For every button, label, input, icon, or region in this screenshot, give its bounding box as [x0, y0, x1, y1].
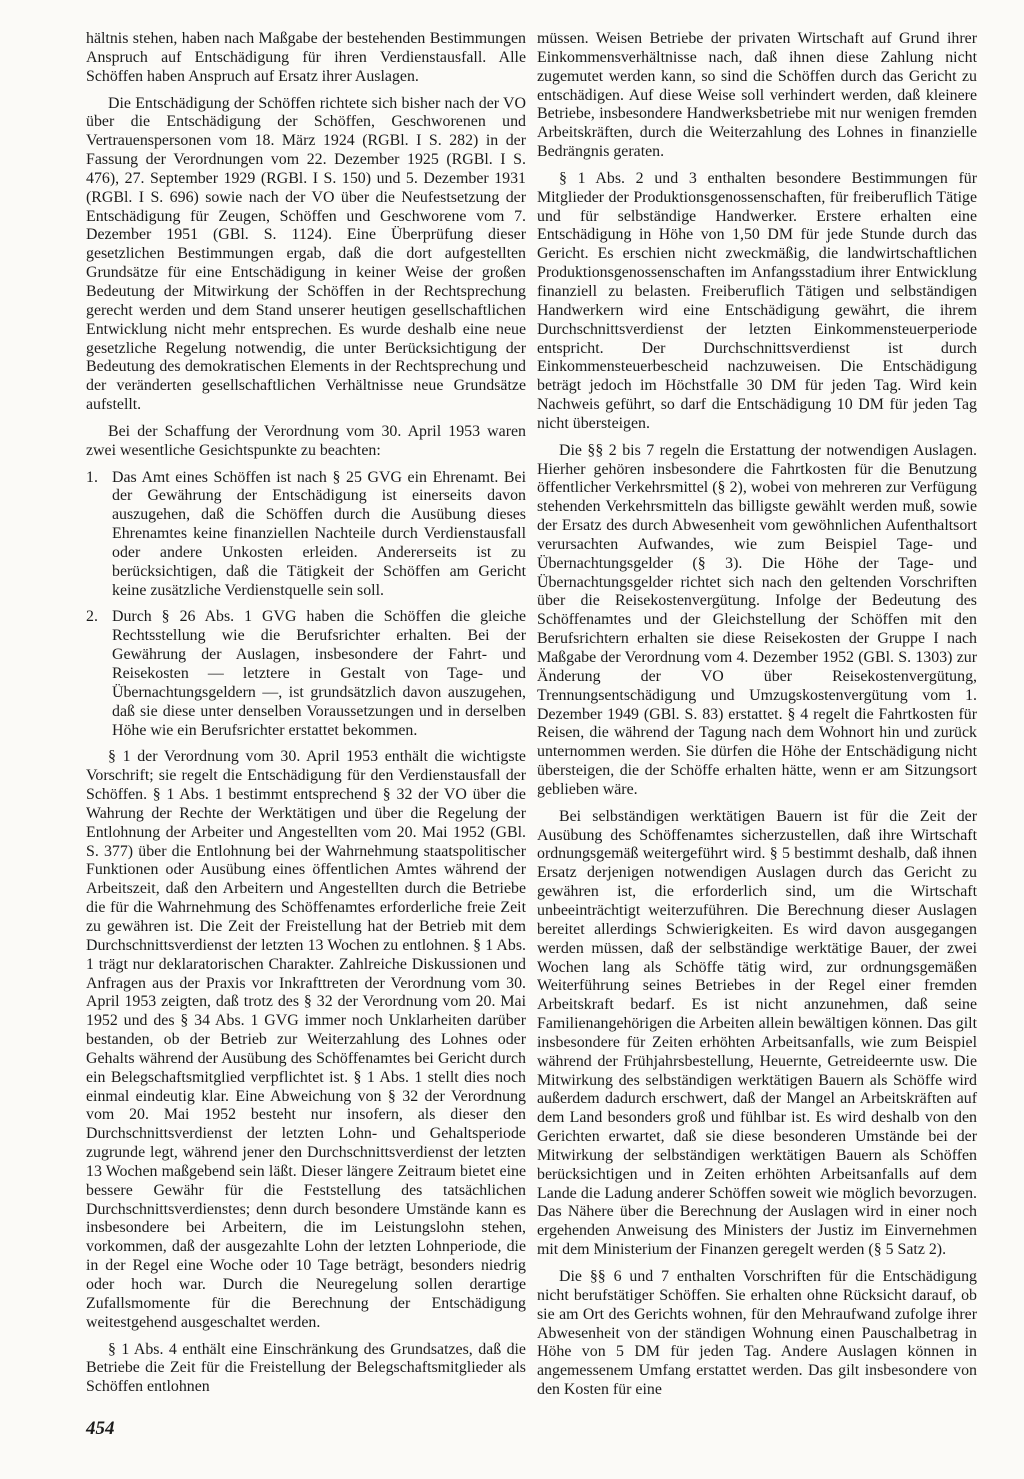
paragraph: § 1 der Verordnung vom 30. April 1953 enthält die wichtigste Vorschrift; sie regelt die Entschädigung für den Verdienstausfall der Schöffen. § 1 Abs. 1 bestimmt entsprechend § 32 der VO über die Wahrung der Rechte der Werktätigen und über die Regelung der Entlohnung der Arbeiter und Angestellten vom 20. Mai 1952 (GBl. S. 377) über die Entlohnung bei der Wahrnehmung staatspolitischer Funktionen oder Ausübung eines öffentlichen Amtes während der Arbeitszeit, daß den Arbeitern und Angestellten durch die Betriebe die für die Wahrnehmung des Schöffenamtes erforderliche freie Zeit zu gewähren ist. Die Zeit der Freistellung hat der Betrieb mit dem Durchschnittsverdienst der letzten 13 Wochen zu entlohnen. § 1 Abs. 1 trägt nur deklaratorischen Charakter. Zahlreiche Diskussionen und Anfragen aus der Praxis vor Inkrafttreten der Verordnung vom 30. April 1953 zeigten, daß trotz des § 32 der Verordnung vom 20. Mai 1952 und des § 34 Abs. 1 GVG immer noch Unklarheiten darüber bestanden, ob der Betrieb zur Weiterzahlung des Lohnes oder Gehalts während der Ausübung des Schöffenamtes bei Gericht durch ein Belegschaftsmitglied verpflichtet ist. § 1 Abs. 1 stellt dies noch einmal eindeutig klar. Eine Abweichung von § 32 der Verordnung vom 20. Mai 1952 besteht nur insofern, als dieser den Durchschnittsverdienst der letzten Lohn- und Gehaltsperiode zugrunde legt, während jener den Durchschnittsverdienst der letzten 13 Wochen maßgebend sein läßt. Dieser längere Zeitraum bietet eine bessere Gewähr für die Feststellung des tatsächlichen Durchschnittsverdienstes; denn durch besondere Umstände kann es insbesondere bei Arbeitern, die im Leistungslohn stehen, vorkommen, daß der ausgezahlte Lohn der letzten Lohnperiode, die in der Regel eine Woche oder 10 Tage beträgt, besonders niedrig oder hoch war. Durch die Neuregelung sollen derartige Zufallsmomente für die Berechnung der Entschädigung weitestgehend ausgeschaltet werden.: [86, 748, 526, 1331]
left-column: [86, 30, 526, 1405]
paragraph: müssen. Weisen Betriebe der privaten Wirtschaft auf Grund ihrer Einkommensverhältnisse nach, daß ihnen diese Zahlung nicht zugemutet werden kann, so sind die Schöffen durch das Gericht zu entschädigen. Auf diese Weise soll verhindert werden, daß kleinere Betriebe, insbesondere Handwerksbetriebe mit nur wenigen fremden Arbeitskräften, durch die Weiterzahlung des Lohnes in finanzielle Bedrängnis geraten.: [537, 30, 977, 161]
list-item-text: Das Amt eines Schöffen ist nach § 25 GVG ein Ehrenamt. Bei der Gewährung der Entschädigung ist einerseits davon auszugehen, daß die Schöffen durch die Ausübung dieses Ehrenamtes keine finanziellen Nachteile durch Verdienstausfall oder andere Unkosten erleiden. Andererseits ist zu berücksichtigen, daß die Tätigkeit der Schöffen am Gericht keine zusätzliche Verdienstquelle sein soll.: [112, 468, 526, 599]
page-number: 454: [86, 1418, 115, 1439]
numbered-list: [86, 469, 526, 741]
right-column: [537, 30, 977, 1408]
paragraph: § 1 Abs. 4 enthält eine Einschränkung des Grundsatzes, daß die Betriebe die Zeit für die Freistellung der Belegschaftsmitglieder als Schöffen entlohnen: [86, 1340, 526, 1396]
paragraph: Die §§ 2 bis 7 regeln die Erstattung der notwendigen Auslagen. Hierher gehören insbesondere die Fahrtkosten für die Benutzung öffentlicher Verkehrsmittel (§ 2), wobei von mehreren zur Verfügung stehenden Verkehrsmitteln das billigste gewählt werden muß, sowie der Ersatz des durch Abwesenheit vom gewöhnlichen Aufenthaltsort verursachten Aufwandes, wie zum Beispiel Tage- und Übernachtungsgelder (§ 3). Die Höhe der Tage- und Übernachtungsgelder richtet sich nach den geltenden Vorschriften über die Reisekostenvergütung. Infolge der Bedeutung des Schöffenamtes und der Gleichstellung der Schöffen mit den Berufsrichtern erhalten sie diese Reisekosten der Gruppe I nach Maßgabe der Verordnung vom 4. Dezember 1952 (GBl. S. 1303) zur Änderung der VO über Reisekostenvergütung, Trennungsentschädigung und Umzugskostenvergütung vom 1. Dezember 1949 (GBl. S. 83) erstattet. § 4 regelt die Fahrtkosten für Reisen, die während der Tagung nach dem Wohnort hin und zurück unternommen werden. Sie dürfen die Höhe der Entschädigung nicht übersteigen, die der Schöffe erhalten hätte, wenn er am Sitzungsort geblieben wäre.: [537, 441, 977, 798]
list-item-text: Durch § 26 Abs. 1 GVG haben die Schöffen die gleiche Rechtsstellung wie die Berufsrichter erhalten. Bei der Gewährung der Auslagen, insbesondere der Fahrt- und Reisekosten — letztere in Gestalt von Tage- und Übernachtungsgeldern —, ist grundsätzlich davon auszugehen, daß sie diese unter denselben Voraussetzungen und in derselben Höhe wie ein Berufsrichter erstattet bekommen.: [112, 608, 526, 739]
paragraph: Bei der Schaffung der Verordnung vom 30. April 1953 waren zwei wesentliche Gesichtspunkte zu beachten:: [86, 422, 526, 459]
paragraph: hältnis stehen, haben nach Maßgabe der bestehenden Bestimmungen Anspruch auf Entschädigung für ihren Verdienstausfall. Alle Schöffen haben Anspruch auf Ersatz ihrer Auslagen.: [86, 30, 526, 85]
list-item: [86, 608, 526, 740]
paragraph: Die Entschädigung der Schöffen richtete sich bisher nach der VO über die Entschädigung der Schöffen, Geschworenen und Vertrauenspersonen vom 18. März 1924 (RGBl. I S. 282) in der Fassung der Verordnungen vom 22. Dezember 1925 (RGBl. I S. 476), 27. September 1929 (RGBl. I S. 150) und 5. Dezember 1931 (RGBl. I S. 696) sowie nach der VO über die Neufestsetzung der Entschädigung für Zeugen, Schöffen und Geschworene vom 7. Dezember 1951 (GBl. S. 1124). Eine Überprüfung dieser gesetzlichen Bestimmungen ergab, daß die dort aufgestellten Grundsätze für eine Entschädigung in keiner Weise der großen Bedeutung der Mitwirkung der Schöffen in der Rechtsprechung gerecht werden und dem Stand unserer heutigen gesellschaftlichen Entwicklung nicht mehr entsprechen. Es wurde deshalb eine neue gesetzliche Regelung notwendig, die unter Berücksichtigung der Bedeutung des demokratischen Elements in der Rechtsprechung und der veränderten gesellschaftlichen Verhältnisse neue Grundsätze aufstellt.: [86, 94, 526, 414]
list-item-number: 1.: [86, 468, 98, 486]
paragraph: Bei selbständigen werktätigen Bauern ist für die Zeit der Ausübung des Schöffenamtes sicherzustellen, daß ihre Wirtschaft ordnungsgemäß weitergeführt wird. § 5 bestimmt deshalb, daß ihnen Ersatz derjenigen notwendigen Auslagen durch das Gericht zu gewähren ist, die erforderlich sind, um die Wirtschaft unbeeinträchtigt weiterzuführen. Die Berechnung dieser Auslagen bereitet allerdings Schwierigkeiten. Es wird davon ausgegangen werden müssen, daß der selbständige werktätige Bauer, der zwei Wochen lang als Schöffe tätig wird, zur ordnungsgemäßen Weiterführung seines Betriebes in der Regel einer fremden Arbeitskraft bedarf. Es ist nicht anzunehmen, daß seine Familienangehörigen die Arbeiten allein bewältigen können. Das gilt insbesondere für Zeiten erhöhten Arbeitsanfalls, wie zum Beispiel während der Frühjahrsbestellung, Heuernte, Getreideernte usw. Die Mitwirkung des selbständigen werktätigen Bauern als Schöffe wird außerdem dadurch erschwert, daß der Mangel an Arbeitskräften auf dem Land besonders groß und fühlbar ist. Es wird deshalb von den Gerichten erwartet, daß sie diese besonderen Umstände bei der Mitwirkung der selbständigen werktätigen Bauern als Schöffen berücksichtigen und in Zeiten erhöhten Arbeitsanfalls auf dem Lande die Ladung anderer Schöffen soweit wie möglich bevorzugen. Das Nähere über die Berechnung der Auslagen wird in einer noch ergehenden Anweisung des Ministers der Justiz im Einvernehmen mit dem Ministerium der Finanzen geregelt werden (§ 5 Satz 2).: [537, 807, 977, 1259]
paragraph: § 1 Abs. 2 und 3 enthalten besondere Bestimmungen für Mitglieder der Produktionsgenossenschaften, für freiberuflich Tätige und für selbständige Handwerker. Erstere erhalten eine Entschädigung in Höhe von 1,50 DM für jede Stunde durch das Gericht. Es erschien nicht zweckmäßig, die landwirtschaftlichen Produktionsgenossenschaften im Anfangsstadium ihrer Entwicklung finanziell zu belasten. Freiberuflich Tätigen und selbständigen Handwerkern wird eine Entschädigung gewährt, die ihrem Durchschnittsverdienst der letzten Einkommensteuerperiode entspricht. Der Durchschnittsverdienst ist durch Einkommensteuerbescheid nachzuweisen. Die Entschädigung beträgt jedoch im Höchstfalle 30 DM für jeden Tag. Wird kein Nachweis geführt, so darf die Entschädigung 10 DM für jeden Tag nicht übersteigen.: [537, 169, 977, 432]
list-item: [86, 469, 526, 601]
list-item-number: 2.: [86, 608, 98, 626]
paragraph: Die §§ 6 und 7 enthalten Vorschriften für die Entschädigung nicht berufstätiger Schöffen. Sie erhalten ohne Rücksicht darauf, ob sie am Ort des Gerichts wohnen, für den Mehraufwand zufolge ihrer Abwesenheit von der ständigen Wohnung einen Pauschalbetrag in Höhe von 5 DM für jeden Tag. Andere Auslagen können in angemessenem Umfang erstattet werden. Das gilt insbesondere von den Kosten für eine: [537, 1268, 977, 1399]
